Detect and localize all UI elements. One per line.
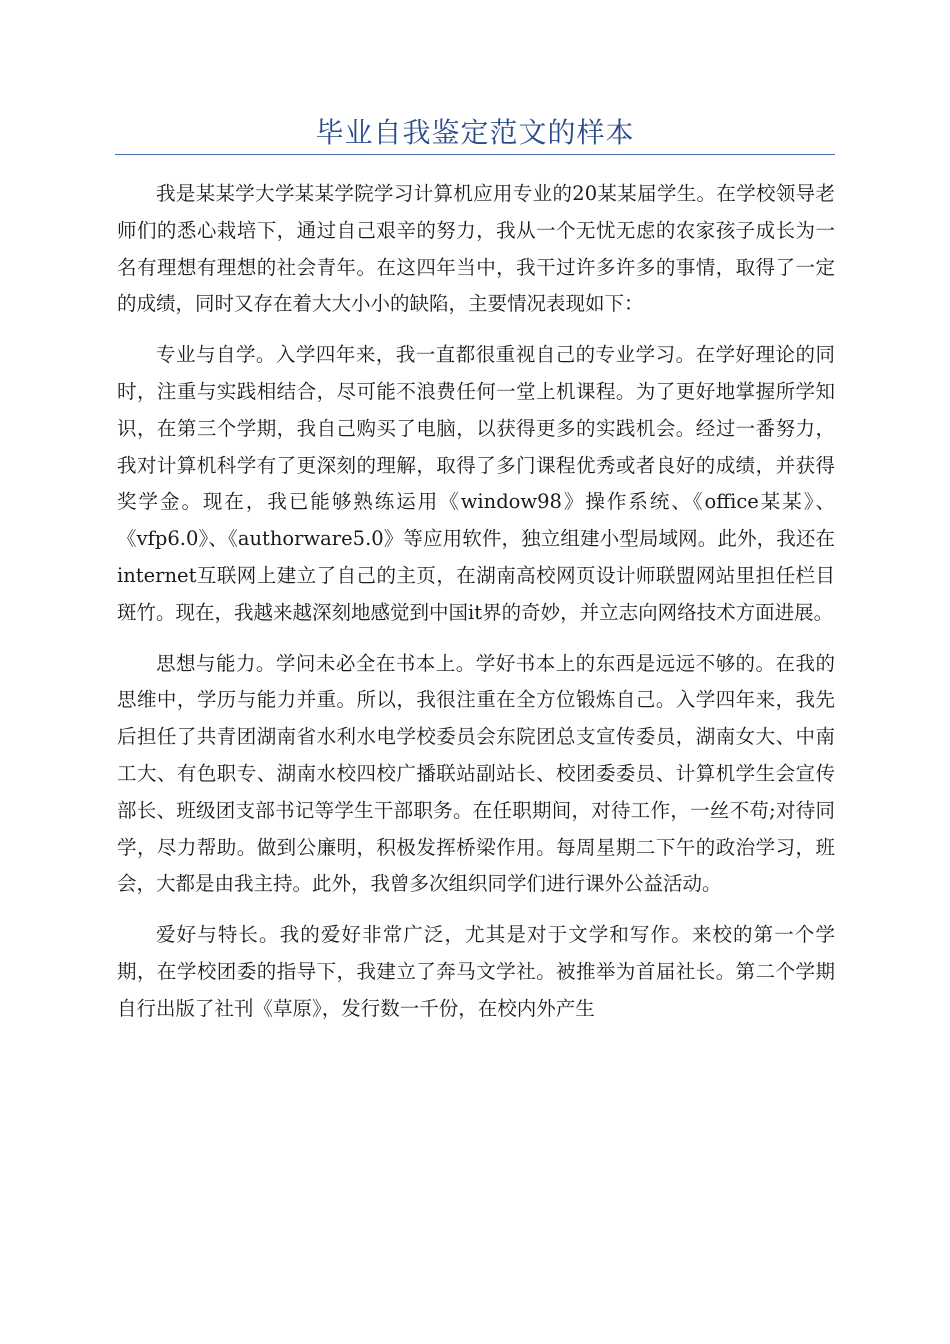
page-title: 毕业自我鉴定范文的样本 [315,116,635,149]
paragraph-major-and-self-study: 专业与自学。入学四年来，我一直都很重视自己的专业学习。在学好理论的同时，注重与实践相结合，尽可能不浪费任何一堂上机课程。为了更好地掌握所学知识，在第三个学期，我自己购买了电脑，以获得更多的实践机会。经过一番努力，我对计算机科学有了更深刻的理解，取得了多门课程优秀或者良好的成绩，并获得奖学金。现在，我已能够熟练运用《window98》操作系统、《office某某》、《vfp6.0》、《authorware5.0》等应用软件，独立组建小型局域网。此外，我还在internet互联网上建立了自己的主页，在湖南高校网页设计师联盟网站里担任栏目斑竹。现在，我越来越深刻地感觉到中国it界的奇妙，并立志向网络技术方面进展。 [117,343,835,624]
paragraph-intro: 我是某某学大学某某学院学习计算机应用专业的20某某届学生。在学校领导老师们的悉心栽培下，通过自己艰辛的努力，我从一个无忧无虑的农家孩子成长为一名有理想有理想的社会青年。在这四年当中，我干过许多许多的事情，取得了一定的成绩，同时又存在着大大小小的缺陷，主要情况表现如下： [117,182,835,316]
paragraph-thought-and-ability: 思想与能力。学问未必全在书本上。学好书本上的东西是远远不够的。在我的思维中，学历与能力并重。所以，我很注重在全方位锻炼自己。入学四年来，我先后担任了共青团湖南省水利水电学校委员会东院团总支宣传委员，湖南女大、中南工大、有色职专、湖南水校四校广播联站副站长、校团委委员、计算机学生会宣传部长、班级团支部书记等学生干部职务。在任职期间，对待工作，一丝不苟;对待同学，尽力帮助。做到公廉明，积极发挥桥梁作用。每周星期二下午的政治学习，班会，大都是由我主持。此外，我曾多次组织同学们进行课外公益活动。 [117,651,835,896]
paragraph-hobbies-and-skills: 爱好与特长。我的爱好非常广泛，尤其是对于文学和写作。来校的第一个学期，在学校团委的指导下，我建立了奔马文学社。被推举为首届社长。第二个学期自行出版了社刊《草原》，发行数一千份，在校内外产生 [117,923,835,1020]
document-body [117,176,835,1042]
title-underline [115,154,835,155]
